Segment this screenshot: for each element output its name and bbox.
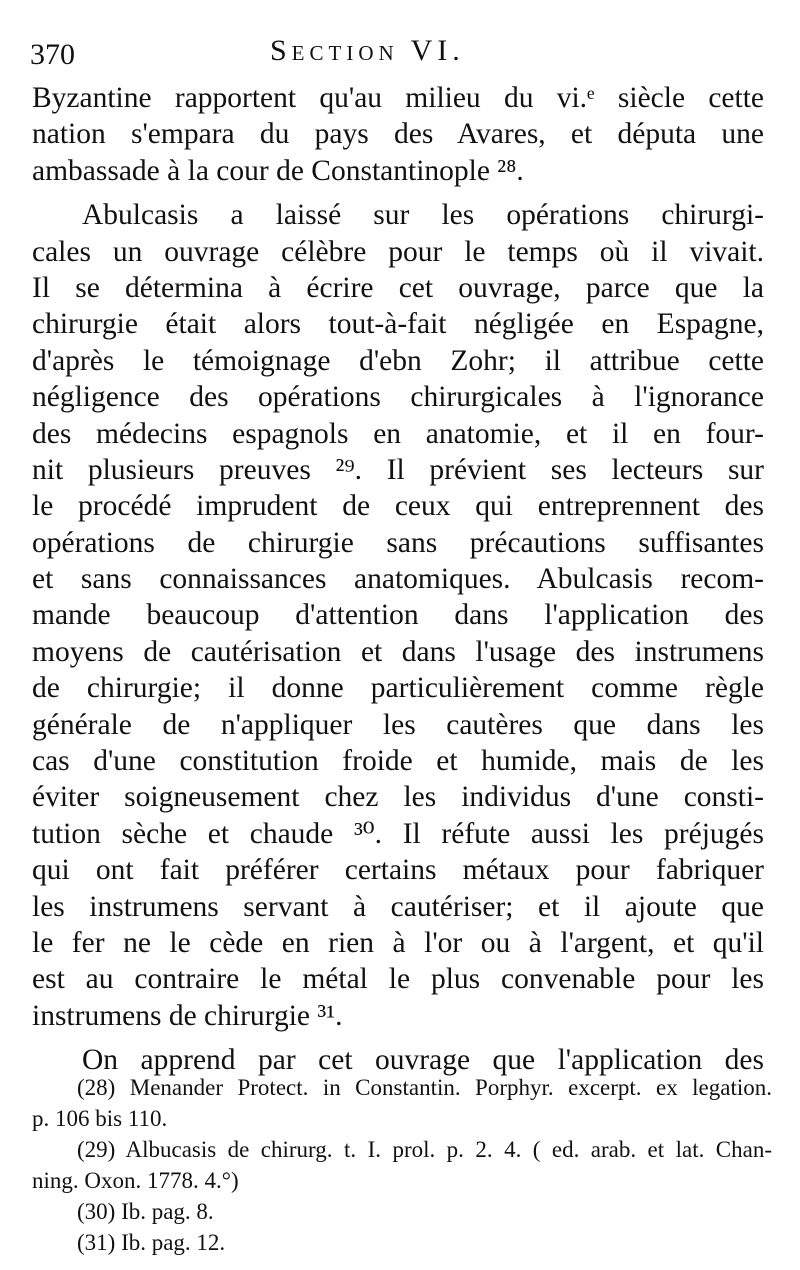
text-line: On apprend par cet ouvrage que l'application des: [82, 1044, 764, 1077]
text-line: nit plusieurs preuves ²⁹. Il prévient ses lecteurs sur: [32, 453, 764, 486]
footnote-31: (31) Ib. pag. 12.: [77, 1230, 226, 1255]
footnote-29: (29) Albucasis de chirurg. t. I. prol. p. 2. 4. ( ed. arab. et lat. Chan-: [77, 1137, 772, 1162]
text-line: chirurgie était alors tout-à-fait négligée en Espagne,: [32, 308, 764, 341]
text-line: et sans connaissances anatomiques. Abulcasis recom-: [32, 563, 764, 596]
text-line: Abulcasis a laissé sur les opérations chirurgi-: [82, 199, 764, 232]
footnote-28: (28) Menander Protect. in Constantin. Porphyr. excerpt. ex legation.: [77, 1075, 772, 1100]
section-title: Section VI.: [270, 34, 465, 67]
text-line: tution sèche et chaude ³⁰. Il réfute aussi les préjugés: [32, 817, 764, 850]
text-line: générale de n'appliquer les cautères que dans les: [32, 708, 764, 741]
text-line: instrumens de chirurgie ³¹.: [32, 999, 343, 1032]
text-line: les instrumens servant à cautériser; et il ajoute que: [32, 890, 764, 923]
text-line: le procédé imprudent de ceux qui entreprennent des: [32, 490, 764, 523]
text-line: cas d'une constitution froide et humide, mais de les: [32, 745, 764, 778]
text-line: mande beaucoup d'attention dans l'application des: [32, 599, 764, 632]
text-line: nation s'empara du pays des Avares, et députa une: [32, 118, 764, 151]
text-line: Il se détermina à écrire cet ouvrage, parce que la: [32, 271, 764, 304]
text-line: d'après le témoignage d'ebn Zohr; il attribue cette: [32, 344, 764, 377]
text-line: cales un ouvrage célèbre pour le temps où il vivait.: [32, 235, 764, 268]
text-line: qui ont fait préférer certains métaux pour fabriquer: [32, 854, 764, 887]
text-line: des médecins espagnols en anatomie, et il en four-: [32, 417, 764, 450]
text-line: Byzantine rapportent qu'au milieu du vi.ᵉ siècle cette: [32, 82, 764, 114]
footnote-28-continuation: p. 106 bis 110.: [32, 1106, 168, 1131]
body-text: [32, 80, 764, 1079]
page-number: 370: [30, 38, 75, 71]
footnote-30: (30) Ib. pag. 8.: [77, 1199, 214, 1224]
text-line: éviter soigneusement chez les individus d'une consti-: [32, 781, 764, 814]
text-line: est au contraire le métal le plus convenable pour les: [32, 963, 764, 996]
page-header: [0, 28, 800, 78]
text-line: ambassade à la cour de Constantinople ²⁸.: [32, 154, 524, 187]
text-line: opérations de chirurgie sans précautions suffisantes: [32, 526, 764, 559]
footnotes: [32, 1072, 772, 1258]
footnote-29-continuation: ning. Oxon. 1778. 4.°): [32, 1168, 239, 1193]
text-line: négligence des opérations chirurgicales à l'ignorance: [32, 381, 764, 414]
text-line: de chirurgie; il donne particulièrement comme règle: [32, 672, 764, 705]
text-line: le fer ne le cède en rien à l'or ou à l'argent, et qu'il: [32, 926, 764, 959]
text-line: moyens de cautérisation et dans l'usage des instrumens: [32, 635, 764, 668]
